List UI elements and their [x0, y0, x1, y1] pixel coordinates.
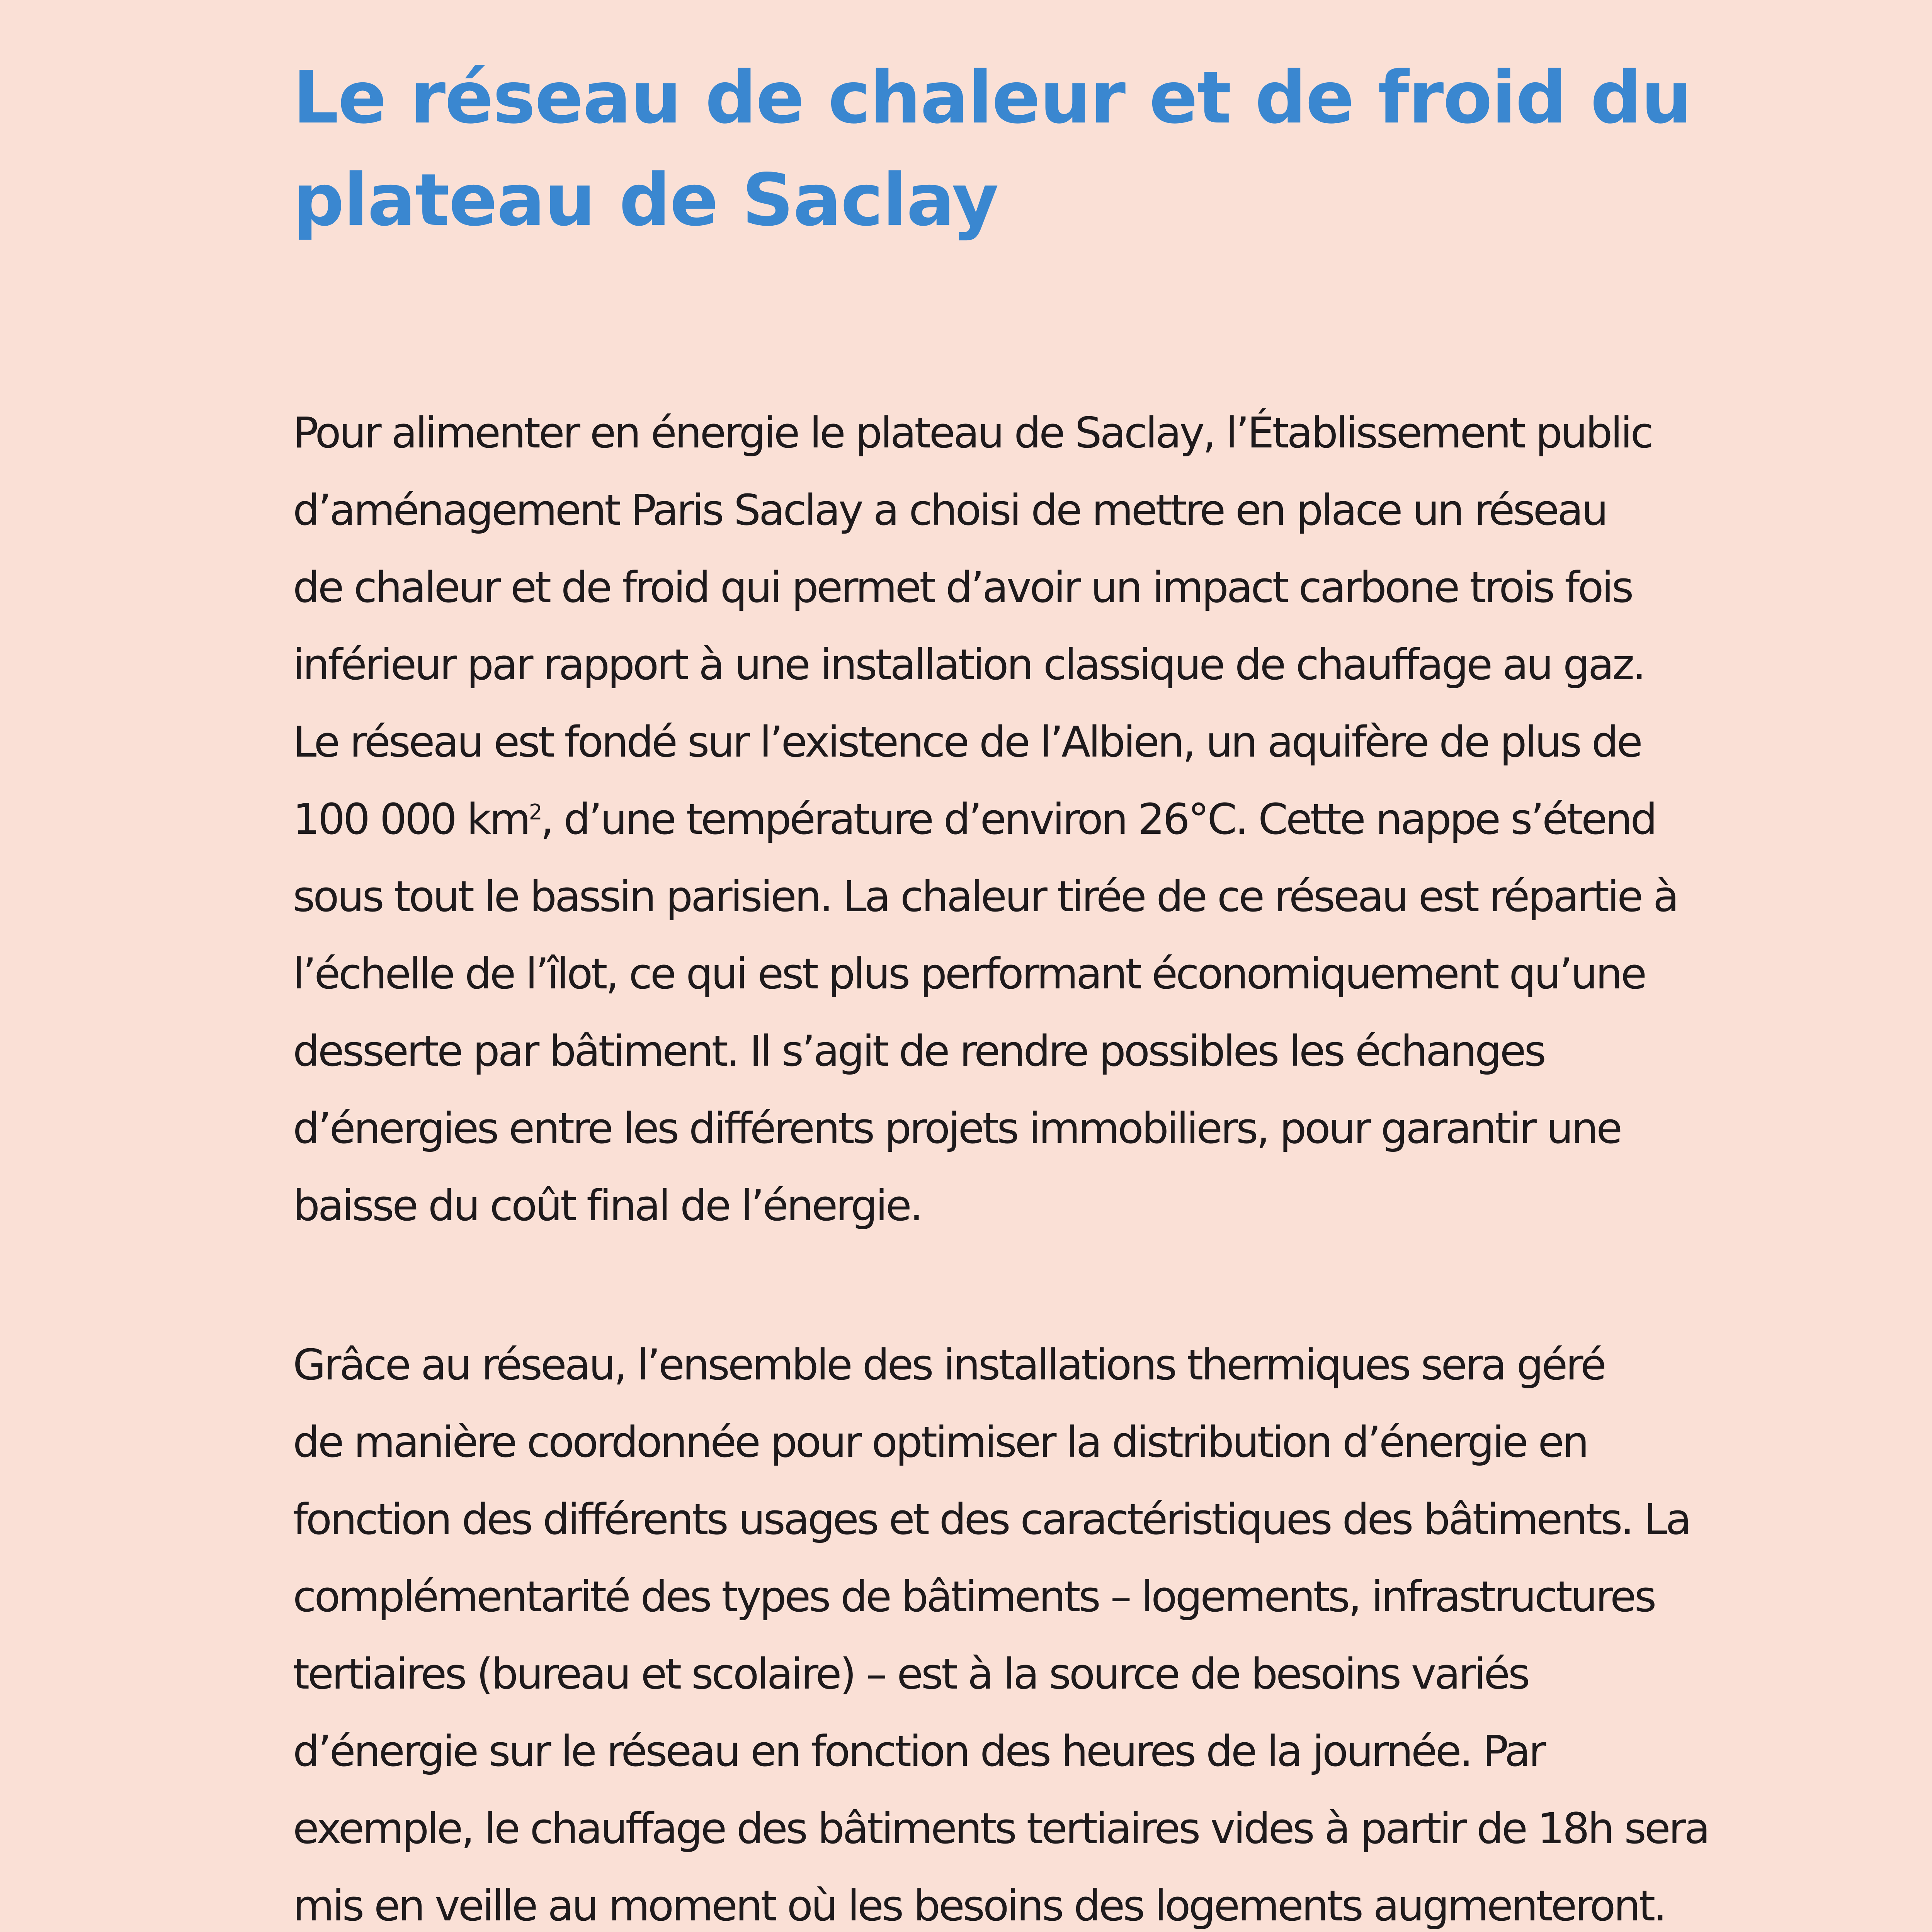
- text-line: baisse du coût final de l’énergie.: [293, 1181, 922, 1230]
- text-line: desserte par bâtiment. Il s’agit de rendre possibles les échanges: [293, 1026, 1544, 1076]
- page-title: [293, 46, 1800, 251]
- text-line: Pour alimenter en énergie le plateau de Saclay, l’Établissement public: [293, 408, 1652, 457]
- text-line: d’aménagement Paris Saclay a choisi de mettre en place un réseau: [293, 485, 1607, 535]
- paragraph-intro: [293, 394, 1838, 1244]
- text-line: l’échelle de l’îlot, ce qui est plus performant économiquement qu’une: [293, 949, 1645, 998]
- text-line: de chaleur et de froid qui permet d’avoir un impact carbone trois fois: [293, 563, 1632, 612]
- superscript: 2: [529, 799, 541, 825]
- paragraph-network: [293, 1326, 1838, 1932]
- text-line: fonction des différents usages et des caractéristiques des bâtiments. La: [293, 1495, 1690, 1544]
- text-line: Grâce au réseau, l’ensemble des installations thermiques sera géré: [293, 1340, 1605, 1389]
- text-line: [293, 781, 1838, 858]
- text-line: mis en veille au moment où les besoins des logements augmenteront.: [293, 1881, 1665, 1930]
- text-line: exemple, le chauffage des bâtiments tertiaires vides à partir de 18h sera: [293, 1804, 1709, 1853]
- text-line: tertiaires (bureau et scolaire) – est à la source de besoins variés: [293, 1649, 1529, 1699]
- text-fragment: , d’une température d’environ 26°C. Cette nappe s’étend: [540, 794, 1656, 844]
- text-line: de manière coordonnée pour optimiser la distribution d’énergie en: [293, 1417, 1587, 1467]
- text-line: inférieur par rapport à une installation classique de chauffage au gaz.: [293, 640, 1645, 689]
- text-line: d’énergies entre les différents projets immobiliers, pour garantir une: [293, 1104, 1621, 1153]
- text-line: complémentarité des types de bâtiments – logements, infrastructures: [293, 1572, 1655, 1621]
- title-line: plateau de Saclay: [293, 158, 998, 242]
- title-line: Le réseau de chaleur et de froid du: [293, 56, 1692, 139]
- text-line: Le réseau est fondé sur l’existence de l’Albien, un aquifère de plus de: [293, 717, 1641, 767]
- text-line: sous tout le bassin parisien. La chaleur tirée de ce réseau est répartie à: [293, 872, 1677, 921]
- text-line: d’énergie sur le réseau en fonction des heures de la journée. Par: [293, 1726, 1544, 1776]
- area-value: 100 000 km: [293, 794, 529, 844]
